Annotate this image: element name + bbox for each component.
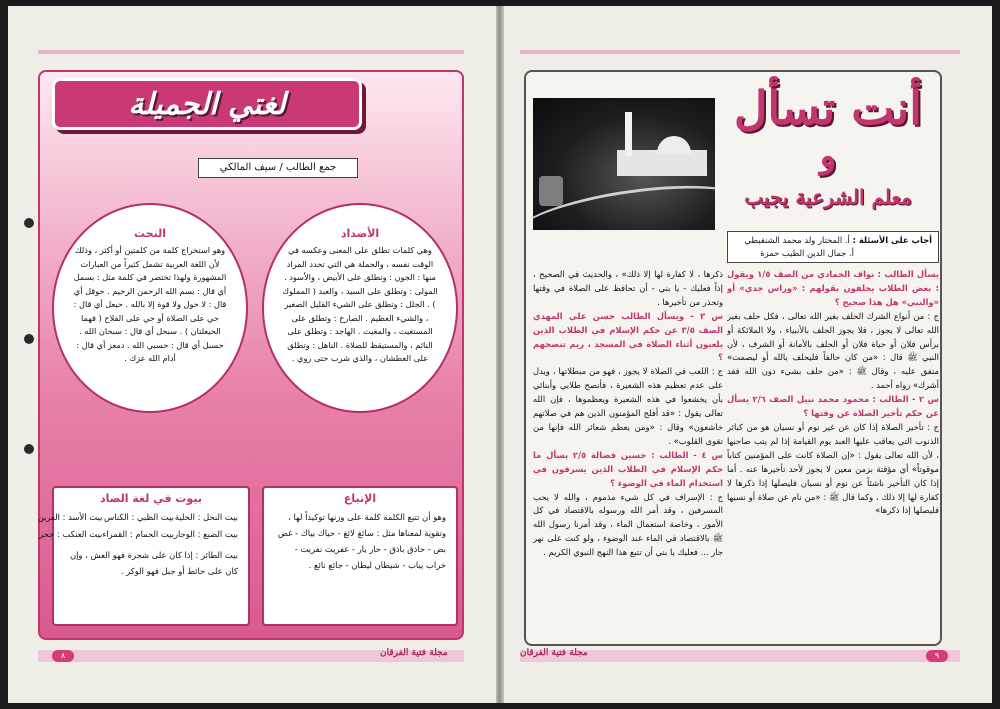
- answer-4: ج : الإسراف في كل شيء مذموم ، والله لا يحب المسرفين ، وقد أمر الله ورسوله بالاقتصاد في كل الأمور ، وخاصة استعمال الماء ، وقد أمرنا رسول الله ﷺ بالاقتصاد في الماء عند الوضوء ، ولو كنت على نهر جار ... فعليك يا بني أن تتبع هذا النهج النبوي الكريم .: [533, 491, 723, 558]
- addad-oval: [262, 203, 458, 413]
- section-title-banner: [52, 78, 362, 130]
- question-3: س ٣ - ويسأل الطالب حسن علي المهدي الصف ٣/٥ عن حكم الإسلام في الطلاب الذين يلعبون أثناء الصلاة في المسجد ، ريم تنصحهم ؟: [533, 310, 723, 363]
- qa-column-left: [533, 268, 723, 642]
- itba-heading: الإتباع: [343, 492, 377, 505]
- answerers-label: أجاب على الأسئلة :: [852, 235, 932, 245]
- addad-text: وهي كلمات تطلق على المعنى وعكسه في الوقت نفسه ، والجملة هي التي تحدد المراد منها : الجون : وتطلق على الأبيض ، والأسود . المولى : وتطلق على السيد ، والعبد ( المملوك ) . الجلل : وتطلق على الشيء القليل الصغير ، والشيء العظيم . الصارخ : وتطلق على المستغيث ، والمغيث . الهاجد : وتطلق على النائم ، والمستيقظ للصلاة . الناهل : وتطلق على العطشان ، والذي شرب حتى روي .: [282, 245, 438, 363]
- buyut-item: بيت العنكب : جحر: [39, 529, 103, 539]
- buyut-item: بيت الحمام : القمراء: [102, 529, 174, 539]
- buyut-footer-text: بيت الطائر : إذا كان على شجرة فهو العش ، وإن كان على حائط أو جبل فهو الوكر .: [69, 550, 238, 576]
- answerers-box: [727, 231, 939, 263]
- naht-oval: [52, 203, 248, 413]
- addad-heading: الأضداد: [340, 227, 380, 240]
- section-title: لغتي الجميلة: [128, 87, 286, 122]
- answerer-1: أ. المختار ولد محمد الشنقيطي: [744, 235, 850, 245]
- photo-dome: [657, 136, 691, 154]
- right-page-number: ٩: [926, 650, 948, 662]
- qa-title-line-3: معلم الشرعية يجيب: [744, 185, 912, 209]
- answer-1: ج : من أنواع الشرك الحلف بغير الله تعالى ، فكل حلف بغير الله تعالى لا يجوز ، فلا يجوز الحلف بالأنبياء ، ولا الملائكة أو برأس فلان أو حياة فلان أو الحلف بالأمانة أو الشرف ، لأن النبي ﷺ قال : «من كان حالفاً فليحلف بالله أو ليصمت» متفق عليه ، وقال ﷺ : «من حلف بشيء دون الله فقد أشرك» رواه أحمد .: [727, 310, 939, 391]
- qa-column-right: [727, 268, 939, 642]
- question-1: يسأل الطالب : نواف الحمادي من الصف ١/٥ ويقول : بعض الطلاب يحلفون بقولهم : «وراس جدي» أو «والنبي» هل هذا صحيح ؟: [727, 269, 939, 307]
- naht-heading: النحت: [134, 227, 166, 240]
- itba-text: وهو أن تتبع الكلمة كلمة على وزنها توكيداً لها ، وتقوية لمعناها مثل : سائغ لائغ - حياك بياك - غض بض - حاذق باذق - حار يار - عفريت نفريت - خراب يباب - شيطان ليطان - جائع نائع .: [277, 512, 446, 570]
- qa-title-line-1: أنت تسأل: [733, 81, 923, 135]
- buyut-item: بيت النحل : الخلية: [174, 512, 238, 522]
- left-top-rule: [38, 50, 464, 54]
- buyut-heading: بيوت في لغة الضاد: [100, 492, 202, 505]
- question-4: س ٤ - الطالب : حسين فضالة ٢/٥ يسأل ما حكم الإسلام في الطلاب الذين يسرفون في استخدام الماء في الوضوء ؟: [533, 449, 723, 488]
- buyut-item: بيت الأسد : العرين: [37, 512, 103, 522]
- binder-hole: [24, 444, 34, 454]
- mosque-night-photo: [533, 98, 715, 230]
- answer-2-continued: ذكرها ، لا كفارة لها إلا ذلك» ، والحديث في الصحيح ، إذاً فعليك - يا بني - أن تحافظ على الصلاة في وقتها وتحذر من تأخيرها .: [533, 269, 723, 307]
- answer-2: ج : تأخير الصلاة إذا كان عن غير نوم أو نسيان هو من كبائر الذنوب التي يعاقب عليها العبد يوم القيامة إذا لم يتب صاحبها ، لأن الله تعالى يقول : «إن الصلاة كانت على المؤمنين كتاباً موقوتاً» أي مؤقتة بزمن معين لا يجوز لأحد تأخيرها عنه . أما إذا كان التأخير ناشئاً عن نوم أو نسيان فليصلها إذا ذكرها لا كفارة لها إلا ذلك ، وكما قال ﷺ : «من نام عن صلاة أو نسيها فليصلها إذا ذكرها»: [727, 421, 939, 516]
- buyut-box: [37, 486, 250, 626]
- buyut-item: بيت الضبع : الوجار: [174, 529, 238, 539]
- right-footer-magazine-name: مجلة فتية الفرقان: [520, 648, 588, 658]
- buyut-item: بيت الظبي : الكناس: [104, 512, 174, 522]
- naht-text: وهو استخراج كلمة من كلمتين أو أكثر ، وذلك لأن اللغة العربية تشمل كثيراً من العبارات المشهورة ولهذا تختصر في كلمة مثل : بسمل أي قال : بسم الله الرحمن الرحيم . حوقل أي قال : لا حول ولا قوة إلا بالله . حيعل أي قال : حي على الصلاة أو حي على الفلاح ( فهما الحيعلتان ) . سبحل أي قال : سبحان الله . حسبل أي قال : حسبي الله . دمعز أي قال : أدام الله عزك .: [73, 245, 227, 363]
- page-gutter: [496, 6, 504, 703]
- qa-title-line-2: و: [819, 136, 837, 176]
- binder-hole: [24, 218, 34, 228]
- photo-car: [539, 176, 563, 206]
- answerer-2: أ. جمال الدين الطيب حمزة: [760, 248, 854, 258]
- answer-3: ج : اللعب في الصلاة لا يجوز ، فهو من مبطلاتها ، ويدل على عدم تعظيم هذه الشعيرة ، فأنصح طلابي وأبنائي بأن يخشعوا في هذه الشعيرة ويعظموها ، فإن الله تعالى يقول : «قد أفلح المؤمنون الذين هم في صلاتهم خاشعون» وقال : «ومن يعظم شعائر الله فإنها من تقوى القلوب» .: [533, 366, 723, 446]
- compiler-credit: جمع الطالب / سيف المالكي: [198, 158, 358, 178]
- binder-hole: [24, 334, 34, 344]
- right-top-rule: [520, 50, 960, 54]
- question-2: س ٢ - الطالب : محمود محمد نبيل الصف ٢/٦ يسأل عن حكم تأخير الصلاة عن وقتها ؟: [727, 394, 939, 419]
- left-page-number: ٨: [52, 650, 74, 662]
- left-footer-magazine-name: مجلة فتية الفرقان: [380, 648, 448, 658]
- buyut-list: [37, 509, 238, 543]
- photo-minaret: [625, 112, 632, 156]
- itba-box: [262, 486, 458, 626]
